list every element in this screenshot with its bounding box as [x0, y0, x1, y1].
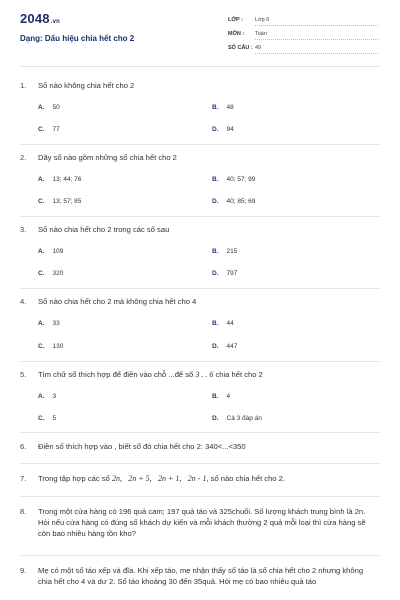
- divider: [255, 25, 378, 26]
- count-label: SỐ CÂU :: [228, 45, 253, 51]
- site-logo[interactable]: 2048.vn: [20, 11, 61, 26]
- option-d[interactable]: D. 94: [212, 126, 234, 133]
- option-c[interactable]: C. 320: [38, 270, 64, 277]
- subject-label: MÔN :: [228, 31, 245, 37]
- question-number: 9.: [20, 566, 27, 575]
- math-expression: 2n + 1,: [158, 474, 182, 483]
- option-b[interactable]: B. 44: [212, 320, 234, 327]
- question-divider: [20, 288, 380, 289]
- question-number: 4.: [20, 297, 27, 306]
- question-number: 2.: [20, 153, 27, 162]
- question-divider: [20, 216, 380, 217]
- math-expression: 3 . . 6: [195, 370, 214, 379]
- option-b[interactable]: B. 40; 57; 99: [212, 176, 256, 183]
- question-number: 1.: [20, 81, 27, 90]
- question-text: Dãy số nào gồm những số chia hết cho 2: [38, 153, 177, 162]
- question-text: Trong tập hợp các số 2n, 2n + 5, 2n + 1, 2n - 1, số nào chia hết cho 2.: [38, 474, 285, 483]
- question-number: 7.: [20, 474, 27, 483]
- option-a[interactable]: A. 33: [38, 320, 60, 327]
- topic-title: Dạng: Dấu hiệu chia hết cho 2: [20, 34, 135, 43]
- math-expression: 2n + 5,: [128, 474, 152, 483]
- question-text: Số nào chia hết cho 2 trong các số sau: [38, 225, 170, 234]
- class-label: LỚP :: [228, 17, 243, 23]
- option-d[interactable]: D. 797: [212, 270, 238, 277]
- header-divider: [20, 66, 380, 67]
- question-text: Trong một cửa hàng có 196 quả cam; 197 quả táo và 325chuối. Số lượng khách trung bình là 2n. Hỏi nếu cửa hàng có đúng số khách dự kiến và mỗi khách thường 2 quả mỗi loại thì cửa hàng sẽ còn bao nhiêu hàng tồn kho?: [38, 507, 366, 538]
- question-text: Mẹ có một số táo xếp và đĩa. Khi xếp táo, mẹ nhận thấy số táo là số chia hết cho 2 nhưng không chia hết cho 4 và dư 2. Số táo khoảng 30 đến 35quả. Hỏi mẹ có bao nhiêu quả táo: [38, 566, 364, 586]
- option-a[interactable]: A. 3: [38, 393, 57, 400]
- math-expression: 2n,: [111, 474, 122, 483]
- divider: [255, 53, 378, 54]
- option-a[interactable]: A. 13; 44; 76: [38, 176, 82, 183]
- question-text: Điền số thích hợp vào , biết số đó chia hết cho 2: 340<...<350: [38, 442, 246, 451]
- option-b[interactable]: B. 215: [212, 248, 238, 255]
- class-value: Lớp 6: [255, 17, 270, 23]
- question-text: Tìm chữ số thích hợp để điền vào chỗ ...để số 3 . . 6 chia hết cho 2: [38, 370, 263, 379]
- option-c[interactable]: C. 130: [38, 343, 64, 350]
- question-divider: [20, 361, 380, 362]
- option-c[interactable]: C. 5: [38, 415, 57, 422]
- option-b[interactable]: B. 48: [212, 104, 234, 111]
- divider: [255, 39, 378, 40]
- option-b[interactable]: B. 4: [212, 393, 231, 400]
- question-divider: [20, 496, 380, 497]
- option-d[interactable]: D. 447: [212, 343, 238, 350]
- question-number: 6.: [20, 442, 27, 451]
- worksheet-header: [0, 0, 400, 70]
- question-divider: [20, 463, 380, 464]
- count-value: 49: [255, 45, 262, 51]
- question-divider: [20, 144, 380, 145]
- option-d[interactable]: D. 40; 85; 69: [212, 198, 256, 205]
- question-divider: [20, 432, 380, 433]
- question-text: Số nào chia hết cho 2 mà không chia hết cho 4: [38, 297, 197, 306]
- option-c[interactable]: C. 77: [38, 126, 60, 133]
- option-a[interactable]: A. 109: [38, 248, 64, 255]
- math-expression: 2n - 1: [187, 474, 207, 483]
- option-d[interactable]: D. Cả 3 đáp án: [212, 415, 262, 422]
- question-divider: [20, 555, 380, 556]
- subject-value: Toán: [255, 31, 267, 37]
- option-a[interactable]: A. 50: [38, 104, 60, 111]
- question-number: 3.: [20, 225, 27, 234]
- question-text: Số nào không chia hết cho 2: [38, 81, 135, 90]
- question-number: 5.: [20, 370, 27, 379]
- question-number: 8.: [20, 507, 27, 516]
- option-c[interactable]: C. 13; 57; 85: [38, 198, 82, 205]
